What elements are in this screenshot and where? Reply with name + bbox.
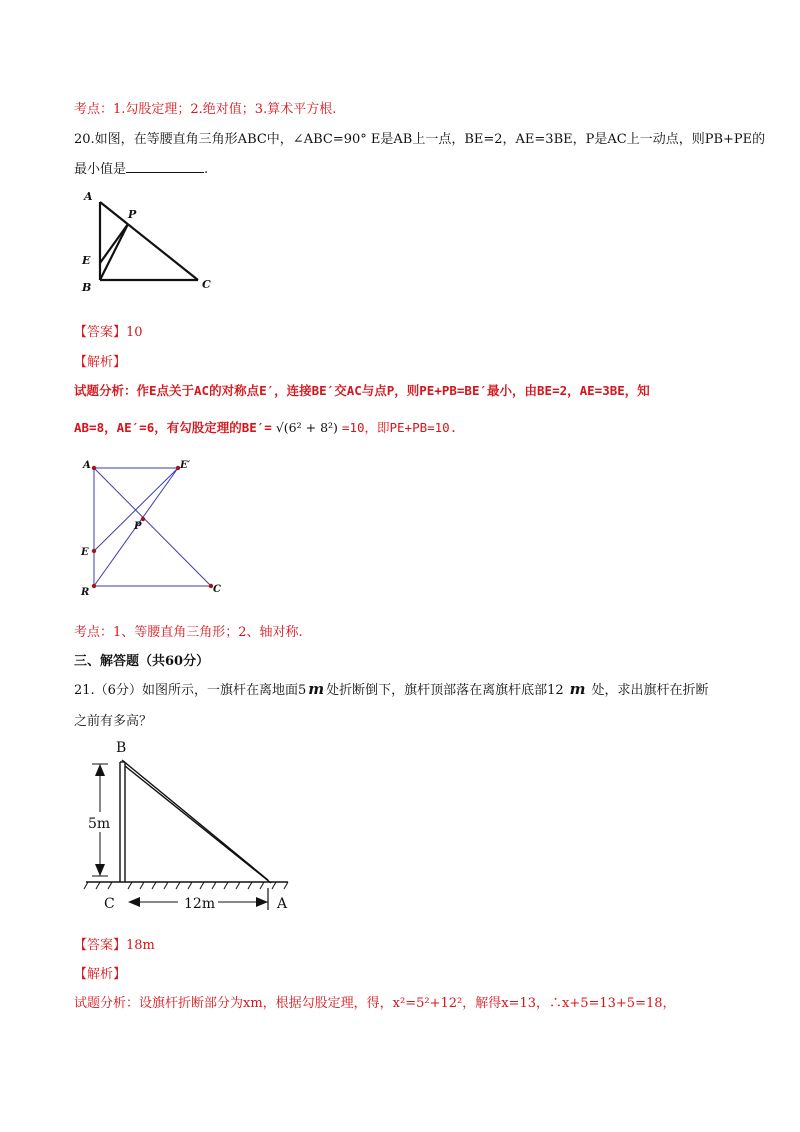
q20-stem-line1: 20.如图，在等腰直角三角形ABC中，∠ABC=90° E是AB上一点，BE=2，AE=3BE，P是AC上一动点，则PB+PE的 bbox=[74, 132, 766, 147]
fig2-label-p: P bbox=[134, 521, 142, 532]
fig2-label-e-prime: E′ bbox=[180, 460, 191, 471]
q21-stem-line2: 之前有多高？ bbox=[74, 714, 153, 729]
q21-stem-line1 bbox=[74, 679, 709, 698]
fig2-label-b: R bbox=[81, 587, 90, 598]
q20-analysis-line2-suffix: =10，即PE+PB=10. bbox=[341, 420, 458, 435]
fig3-label-base: 12m bbox=[184, 896, 216, 912]
q21-stem-part-a: 21.（6分）如图所示，一旗杆在离地面5 bbox=[74, 683, 307, 698]
q21-analysis: 试题分析：设旗杆折断部分为xm，根据勾股定理，得，x²=5²+12²，解得x=13，∴x+5=13+5=18， bbox=[74, 996, 676, 1011]
q21-stem-part-c: 处，求出旗杆在折断 bbox=[591, 683, 709, 698]
q20-keypoints: 考点：1、等腰直角三角形；2、轴对称. bbox=[74, 625, 303, 640]
fig2-label-e: E bbox=[81, 547, 89, 558]
fig1-label-p: P bbox=[128, 208, 137, 221]
q21-answer-tag: 【答案】 bbox=[74, 938, 127, 953]
q21-flagpole-figure bbox=[78, 736, 300, 912]
q21-unit-m-1: m bbox=[308, 680, 325, 698]
q21-unit-m-2: m bbox=[569, 680, 586, 698]
fig3-label-a: A bbox=[277, 896, 288, 912]
q20-answer-value: 10 bbox=[126, 325, 143, 340]
q21-answer bbox=[74, 934, 155, 953]
q20-stem-line2: 最小值是 . bbox=[74, 162, 209, 177]
fig2-label-a: A bbox=[83, 460, 91, 471]
fig1-label-a: A bbox=[84, 190, 93, 203]
q20-analysis-line2-prefix: AB=8，AE′=6，有勾股定理的BE′= bbox=[74, 420, 272, 435]
fig1-label-e: E bbox=[82, 254, 91, 267]
section3-title: 三、解答题（共60分） bbox=[74, 654, 210, 669]
q20-answer-tag: 【答案】 bbox=[74, 325, 127, 340]
q21-analysis-tag: 【解析】 bbox=[74, 967, 127, 982]
q20-analysis-line2 bbox=[74, 418, 457, 436]
q19-keypoints: 考点：1.勾股定理；2.绝对值；3.算术平方根. bbox=[74, 102, 337, 117]
q20-stem-prefix: 最小值是 bbox=[74, 162, 127, 177]
q20-triangle-figure bbox=[76, 186, 226, 294]
q20-analysis-tag: 【解析】 bbox=[74, 355, 127, 370]
fig1-label-b: B bbox=[82, 281, 92, 294]
q20-analysis-formula: √(6² + 8²) bbox=[275, 420, 338, 435]
q21-answer-value: 18m bbox=[126, 938, 155, 953]
fig3-label-b: B bbox=[116, 740, 127, 756]
q21-stem-part-b: 处折断倒下，旗杆顶部落在离旗杆底部12 bbox=[326, 683, 564, 698]
fig3-label-c: C bbox=[104, 896, 115, 912]
q20-symmetry-figure bbox=[76, 456, 236, 598]
q20-answer-blank bbox=[126, 160, 204, 173]
fig1-label-c: C bbox=[202, 278, 211, 291]
fig3-label-height: 5m bbox=[88, 816, 111, 832]
q20-answer bbox=[74, 321, 143, 340]
fig2-label-c: C bbox=[213, 584, 221, 595]
q20-analysis-line1: 试题分析：作E点关于AC的对称点E′，连接BE′交AC与点P，则PE+PB=BE′最小，由BE=2，AE=3BE，知 bbox=[74, 383, 650, 398]
